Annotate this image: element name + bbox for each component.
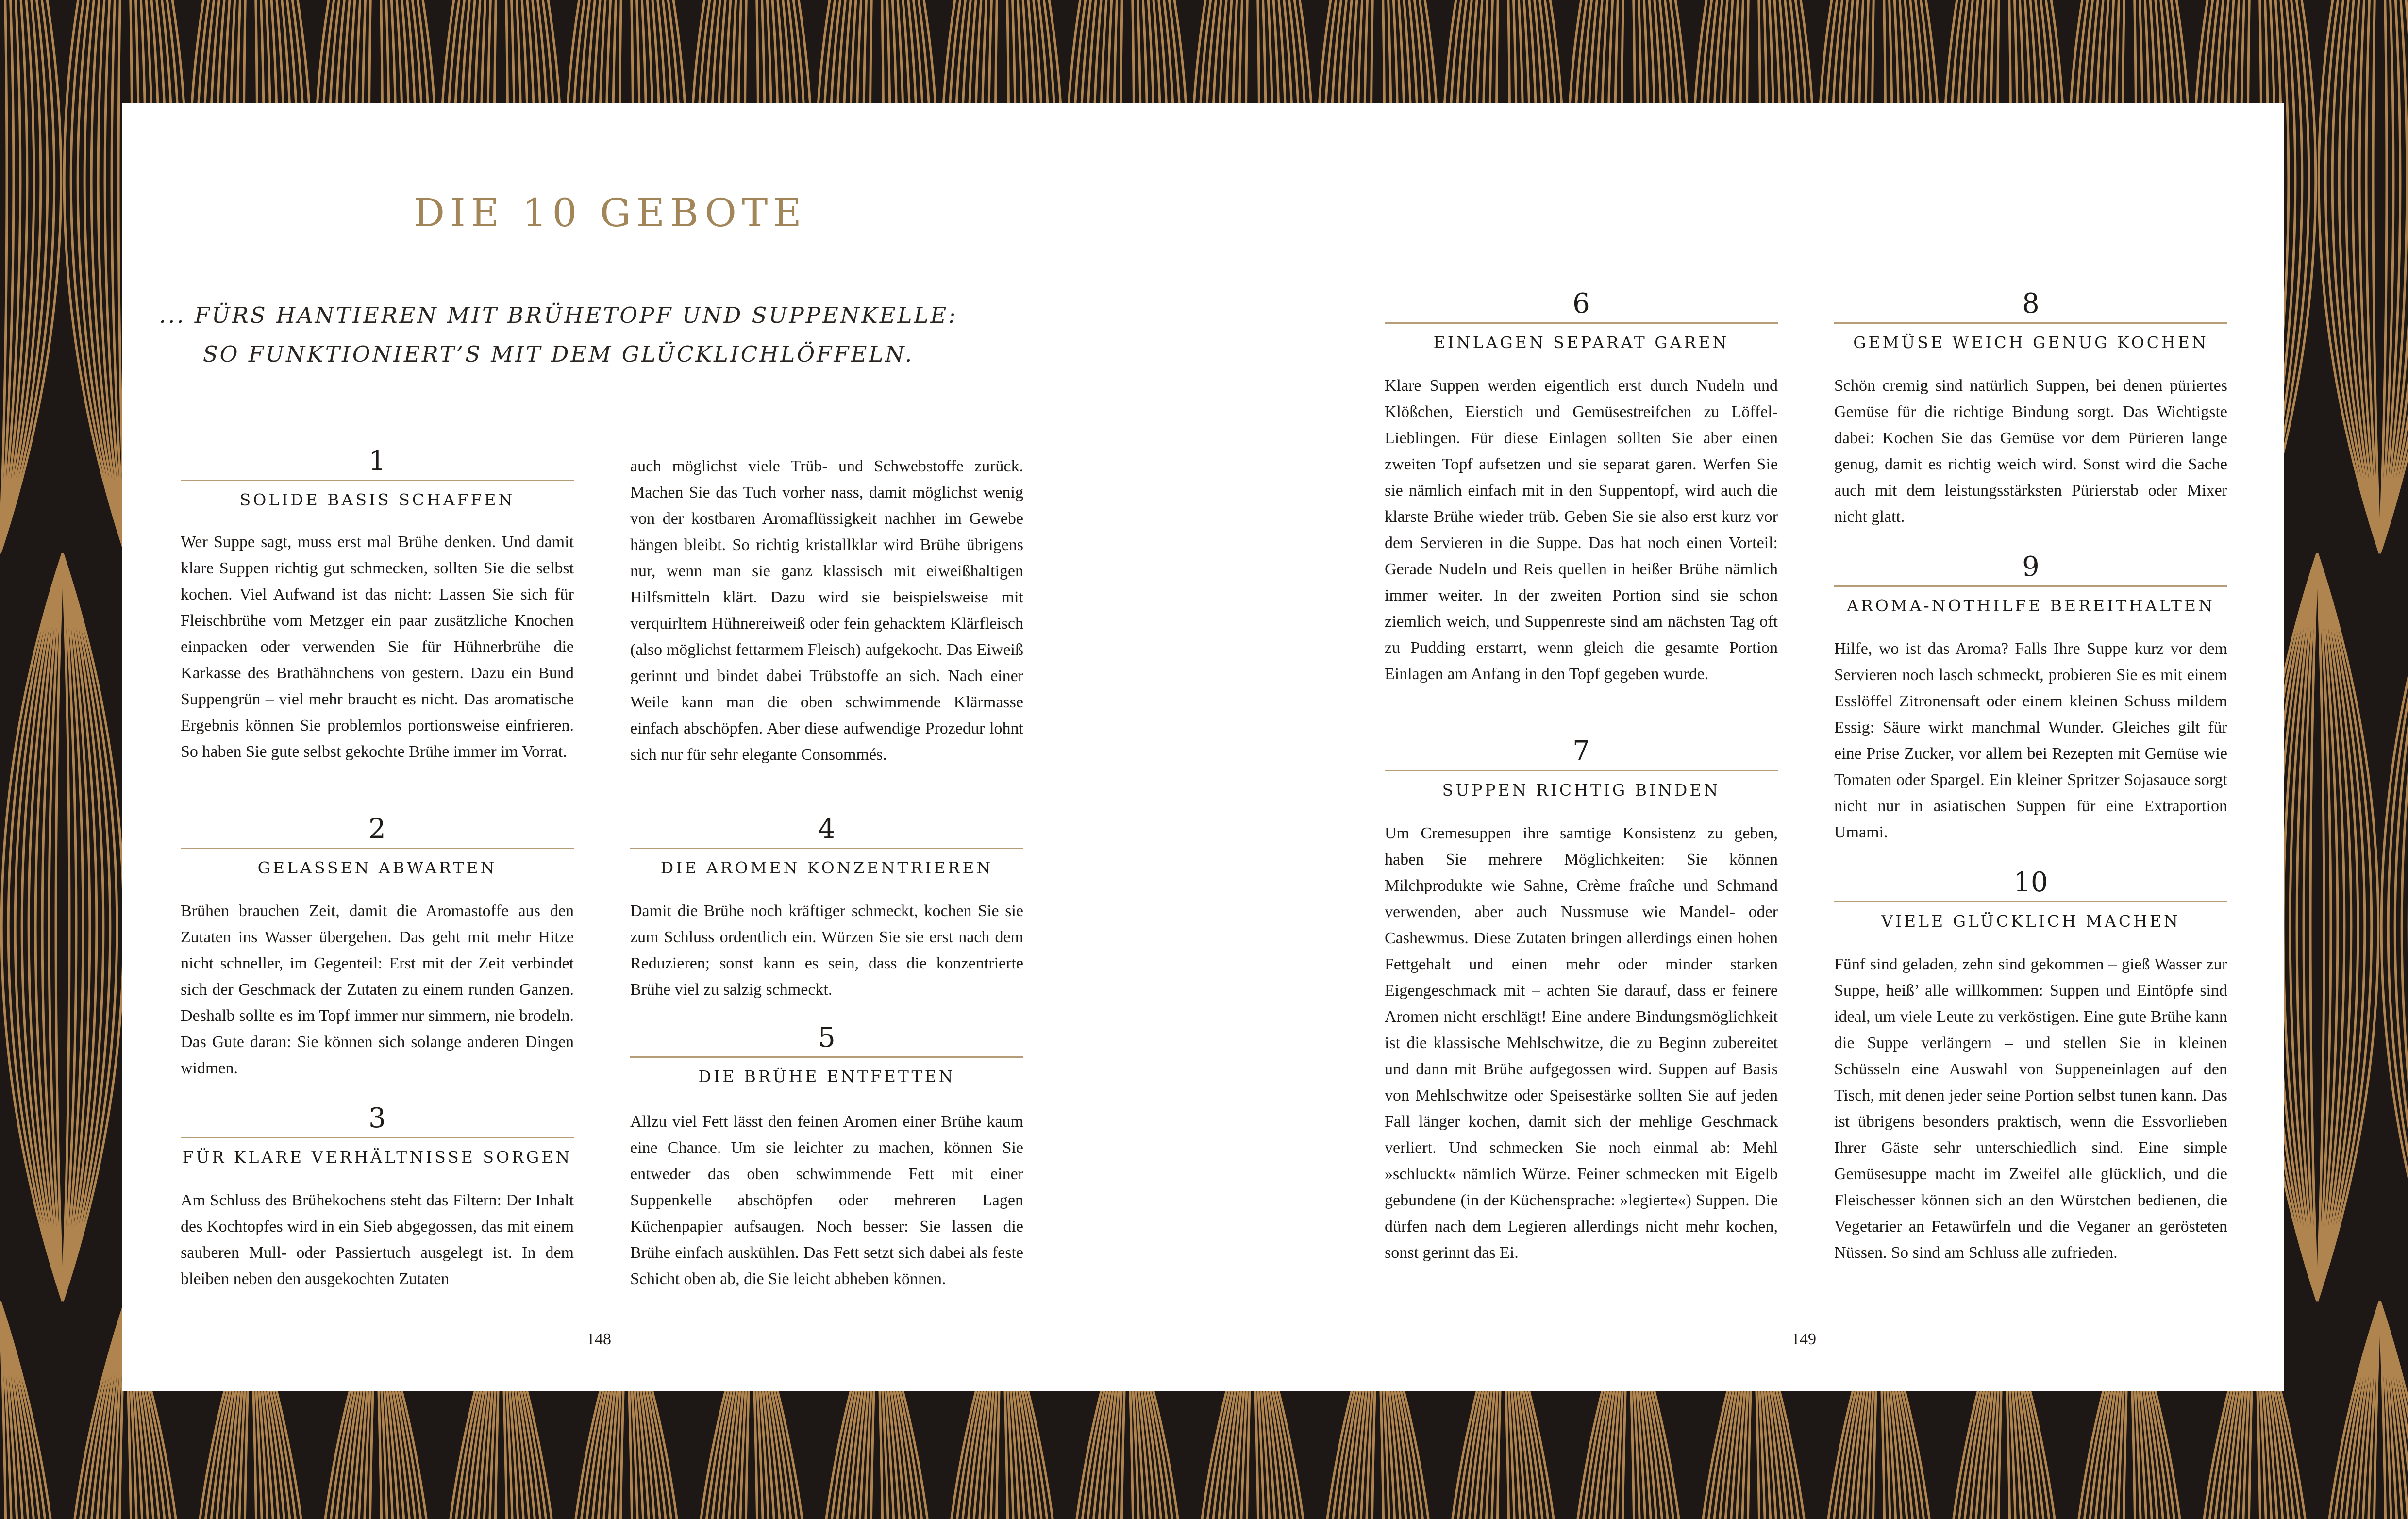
commandment-2-text: Brühen brauchen Zeit, damit die Aromastoffe aus den Zutaten ins Wasser übergehen. Das geht mit mehr Hitze nicht schneller, im Gegenteil: Erst mit der Zeit verbindet sich der Geschmack der Zutaten zu einem runden Ganzen. Deshalb sollte es im Topf immer nur simmern, nie brodeln. Das Gute daran: Sie können sich solange anderen Dingen widmen. (181, 902, 574, 1077)
commandment-1-text: Wer Suppe sagt, muss erst mal Brühe denken. Und damit klare Suppen richtig gut schmecken, sollten Sie die selbst kochen. Viel Aufwand ist das nicht: Lassen Sie sich für Fleischbrühe vom Metzger ein paar zusätzliche Knochen einpacken oder verwenden Sie für Hühnerbrühe die Karkasse des Brathähnchens von gestern. Dazu ein Bund Suppengrün – viel mehr braucht es nicht. Das aromatische Ergebnis können Sie problemlos portionsweise einfrieren. So haben Sie gute selbst gekochte Brühe immer im Vorrat. (181, 533, 574, 761)
divider (1385, 770, 1778, 771)
divider (181, 848, 574, 849)
commandment-5-heading (630, 1022, 1023, 1088)
commandment-number: 1 (368, 445, 386, 477)
commandment-title: VIELE GLÜCKLICH MACHEN (1881, 912, 2180, 931)
commandment-8-heading (1834, 288, 2227, 354)
commandment-3-text-start: Am Schluss des Brühekochens steht das Filtern: Der Inhalt des Kochtopfes wird in ein Sieb abgegossen, das mit einem sauberen Mull- oder Passiertuch ausgelegt ist. In dem bleiben neben den ausgekochten Zutaten (181, 1191, 574, 1288)
commandment-10-heading (1834, 867, 2227, 933)
divider (181, 480, 574, 481)
commandment-title: EINLAGEN SEPARAT GAREN (1433, 333, 1729, 352)
divider (1834, 322, 2227, 324)
commandment-2-heading (181, 814, 574, 879)
commandment-number: 9 (2022, 551, 2040, 583)
subtitle-line-2: SO FUNKTIONIERT’S MIT DEM GLÜCKLICHLÖFFELN. (202, 341, 914, 367)
commandment-number: 2 (368, 813, 386, 845)
divider (1834, 901, 2227, 902)
page-number-left: 148 (586, 1330, 611, 1348)
commandment-number: 10 (2013, 867, 2048, 898)
commandment-title: SOLIDE BASIS SCHAFFEN (239, 490, 515, 509)
commandment-9-heading (1834, 551, 2227, 617)
subtitle-line-1: ... FÜRS HANTIEREN MIT BRÜHETOPF UND SUPPENKELLE: (159, 302, 958, 328)
page-subtitle (0, 296, 1117, 374)
commandment-8-text: Schön cremig sind natürlich Suppen, bei denen püriertes Gemüse für die richtige Bindung sorgt. Das Wichtigste dabei: Kochen Sie das Gemüse vor dem Pürieren lange genug, damit es richtig weich wird. Sonst wird die Sache auch mit dem leistungsstärksten Pürierstab oder Mixer nicht glatt. (1834, 377, 2227, 526)
page-title: DIE 10 GEBOTE (414, 190, 807, 235)
commandment-7-heading (1385, 736, 1778, 801)
commandment-number: 8 (2022, 288, 2040, 319)
commandment-title: GEMÜSE WEICH GENUG KOCHEN (1853, 333, 2208, 352)
divider (630, 848, 1023, 849)
commandment-number: 5 (818, 1022, 836, 1053)
commandment-title: SUPPEN RICHTIG BINDEN (1442, 781, 1721, 800)
commandment-4-text: Damit die Brühe noch kräftiger schmeckt, kochen Sie sie zum Schluss ordentlich ein. Würzen Sie sie erst nach dem Reduzieren; sonst kann es sein, dass die konzentrierte Brühe viel zu salzig schmeckt. (630, 902, 1023, 999)
commandment-number: 6 (1572, 288, 1590, 319)
commandment-3-text-continued: auch möglichst viele Trüb- und Schwebstoffe zurück. Machen Sie das Tuch vorher nass, damit möglichst wenig von der kostbaren Aromaflüssigkeit nachher im Gewebe hängen bleibt. So richtig kristallklar wird Brühe übrigens nur, wenn man sie ganz klassisch mit eiweißhaltigen Hilfsmitteln klärt. Dazu wird sie beispielsweise mit verquirltem Hühnereiweiß oder fein gehacktem Klärfleisch (also möglichst fettarmem Fleisch) aufgekocht. Das Eiweiß gerinnt und bindet dabei Trübstoffe an sich. Nach einer Weile kann man die oben schwimmende Klärmasse einfach abschöpfen. Aber diese aufwendige Prozedur lohnt sich nur für sehr elegante Consommés. (630, 457, 1023, 764)
commandment-number: 7 (1572, 735, 1590, 767)
divider (1834, 585, 2227, 587)
commandment-10-text: Fünf sind geladen, zehn sind gekommen – gieß Wasser zur Suppe, heiß’ alle willkommen: Suppen und Eintöpfe sind ideal, um viele Leute zu verköstigen. Eine gute Brühe kann die Suppe verlängern – und stellen Sie in kleinen Schüsseln eine Auswahl von Suppeneinlagen auf den Tisch, mit denen jeder seine Portion selbst tunen kann. Das ist übrigens besonders praktisch, wenn die Essvorlieben Ihrer Gäste sehr unterschiedlich sind. Eine simple Gemüsesuppe macht im Zweifel alle glücklich, und die Fleischesser können sich an den Würstchen bedienen, die Vegetarier an Fetawürfeln und die Veganer an gerösteten Nüssen. So sind am Schluss alle zufrieden. (1834, 955, 2227, 1262)
commandment-title: GELASSEN ABWARTEN (257, 858, 497, 877)
commandment-6-heading (1385, 288, 1778, 354)
divider (630, 1056, 1023, 1058)
commandment-number: 3 (368, 1102, 386, 1134)
commandment-title: AROMA-NOTHILFE BEREITHALTEN (1847, 596, 2215, 615)
commandment-7-text: Um Cremesuppen ihre samtige Konsistenz zu geben, haben Sie mehrere Möglichkeiten: Sie können Milchprodukte wie Sahne, Crème fraîche und Schmand verwenden, aber auch Nussmuse wie Mandel- oder Cashewmus. Diese Zutaten bringen allerdings einen hohen Fettgehalt und einen mehr oder minder starken Eigengeschmack mit – achten Sie darauf, dass er feinere Aromen nicht erschlägt! Eine andere Bindungsmöglichkeit ist die klassische Mehlschwitze, die zu Beginn zubereitet und dann mit Brühe aufgegossen wird. Suppen auf Basis von Mehlschwitze oder Speisestärke sollten Sie auf jeden Fall länger kochen, damit sich der mehlige Geschmack verliert. Und schmecken Sie noch einmal ab: Mehl »schluckt« nämlich Würze. Feiner schmecken mit Eigelb gebundene (in der Küchensprache: »legierte«) Suppen. Die dürfen nach dem Legieren allerdings nicht mehr kochen, sonst gerinnt das Ei. (1385, 824, 1778, 1262)
commandment-1-heading (181, 446, 574, 511)
commandment-4-heading (630, 814, 1023, 879)
page-number-right: 149 (1791, 1330, 1816, 1348)
commandment-6-text: Klare Suppen werden eigentlich erst durch Nudeln und Klößchen, Eierstich und Gemüsestreifchen zu Löffel-Lieblingen. Für diese Einlagen sollten Sie aber einen zweiten Topf aufsetzen und sie separat garen. Werfen Sie sie nämlich einfach mit in den Suppentopf, wird auch die klarste Brühe wieder trüb. Geben Sie sie also erst kurz vor dem Servieren in die Suppe. Das hat noch einen Vorteil: Gerade Nudeln und Reis quellen in heißer Brühe nämlich immer weiter. In der zweiten Portion sind sie schon ziemlich weich, und Suppenreste sind am nächsten Tag oft zu Pudding erstarrt, wenn gleich die gesamte Portion Einlagen am Anfang in den Topf gegeben wurde. (1385, 377, 1778, 683)
commandment-title: DIE AROMEN KONZENTRIEREN (660, 858, 993, 877)
divider (181, 1137, 574, 1138)
commandment-9-text: Hilfe, wo ist das Aroma? Falls Ihre Suppe kurz vor dem Servieren noch lasch schmeckt, probieren Sie es mit einem Esslöffel Zitronensaft oder einem kleinen Schuss mildem Essig: Säure wirkt manchmal Wunder. Gleiches gilt für eine Prise Zucker, vor allem bei Rezepten mit Gemüse wie Tomaten oder Spargel. Ein kleiner Spritzer Sojasauce sorgt nicht nur in asiatischen Suppen für eine Extraportion Umami. (1834, 640, 2227, 841)
commandment-title: DIE BRÜHE ENTFETTEN (698, 1067, 955, 1086)
divider (1385, 322, 1778, 324)
commandment-5-text: Allzu viel Fett lässt den feinen Aromen einer Brühe kaum eine Chance. Um sie leichter zu machen, können Sie entweder das oben schwimmende Fett mit einer Suppenkelle abschöpfen oder mehreren Lagen Küchenpapier aufsaugen. Noch besser: Sie lassen die Brühe einfach auskühlen. Das Fett setzt sich dabei als feste Schicht oben ab, die Sie leicht abheben können. (630, 1113, 1023, 1288)
commandment-number: 4 (818, 813, 836, 845)
commandment-title: FÜR KLARE VERHÄLTNISSE SORGEN (182, 1148, 572, 1167)
commandment-3-heading (181, 1103, 574, 1168)
